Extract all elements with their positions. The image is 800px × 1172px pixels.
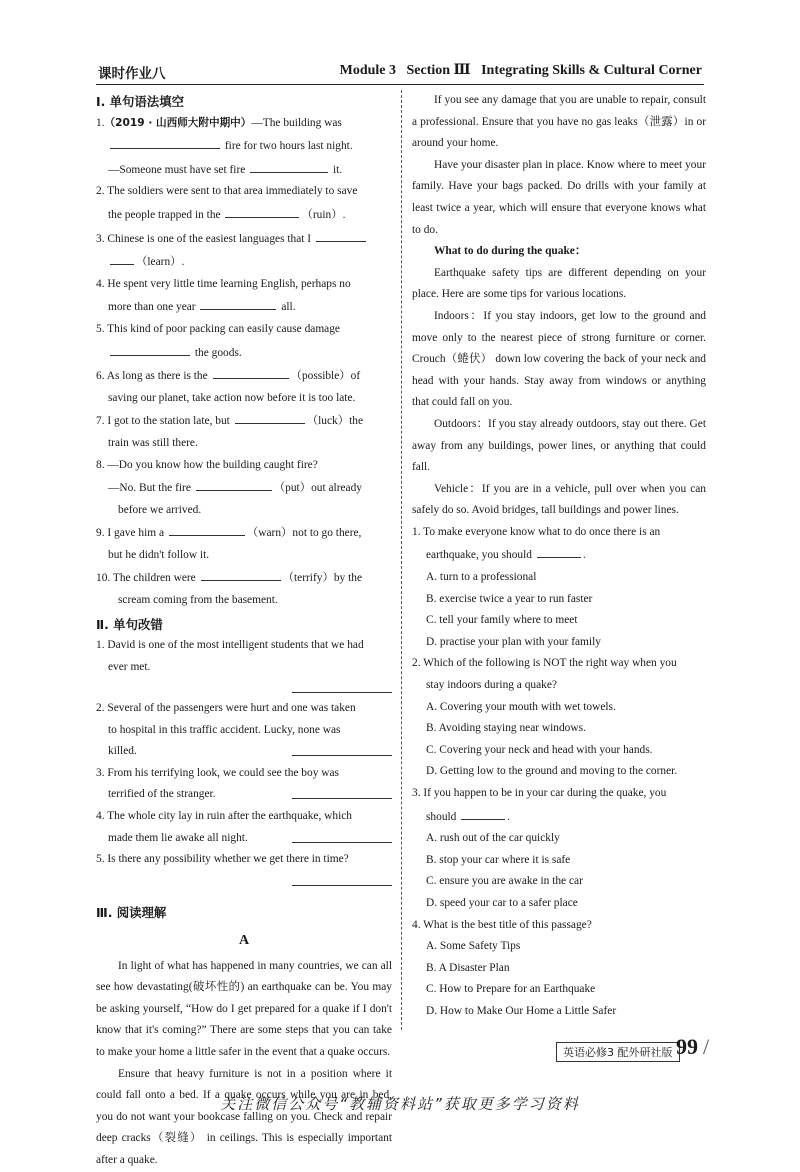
passage-paragraph-indoors: Indoors：If you stay indoors, get low to the ground and move only to the nearest piece of strong furniture or corner. Crouch（蜷伏） down low covering the back of your neck and head with your hands. Stay away from windows or anything that could fall on you. — [412, 309, 706, 409]
answer-line[interactable] — [292, 741, 392, 756]
passage-paragraph-5: Earthquake safety tips are different depending on your place. Here are some tips for various locations. — [412, 266, 706, 301]
option-d[interactable]: D. speed your car to a safer place — [426, 896, 578, 909]
grammar-question-2: 2. The soldiers were sent to that area immediately to save the people trapped in the （ruin）. — [96, 185, 358, 221]
option-d[interactable]: D. practise your plan with your family — [426, 635, 601, 648]
option-a[interactable]: A. Some Safety Tips — [426, 940, 521, 953]
option-d[interactable]: D. How to Make Our Home a Little Safer — [426, 1004, 617, 1017]
grammar-question-3: 3. Chinese is one of the easiest languages that I （learn）. — [96, 227, 392, 274]
passage-paragraph-outdoors: Outdoors：If you stay already outdoors, stay out there. Get away from any buildings, power lines, or anything that could fall. — [412, 417, 706, 474]
option-c[interactable]: C. Covering your neck and head with your hands. — [426, 743, 653, 756]
answer-line[interactable] — [292, 828, 392, 843]
passage-paragraph-1: In light of what has happened in many countries, we can all see how devastating(破坏性的) an earthquake can be. You may be asking yourself, “How do I get prepared for a quake if I don't know that it's coming?” There are some steps that you can take to make your home a little safer in the event that a quake occurs. — [96, 959, 392, 1058]
module-section-title: Module 3 Section Ⅲ Integrating Skills & Cultural Corner — [339, 63, 702, 78]
option-c[interactable]: C. tell your family where to meet — [426, 614, 578, 627]
page-number: 99 — [676, 1034, 698, 1059]
correction-question-4: 4. The whole city lay in ruin after the earthquake, which made them lie awake all night. — [96, 806, 392, 849]
answer-blank[interactable] — [200, 295, 276, 310]
passage-label: A — [238, 932, 250, 948]
grammar-question-7: 7. I got to the station late, but （luck）the train was still there. — [96, 409, 392, 454]
option-c[interactable]: C. ensure you are awake in the car — [426, 875, 583, 888]
passage-paragraph-2: Ensure that heavy furniture is not in a position where it could fall onto a bed. If a quake occurs while you are in bed, you do not want your bookcase falling on you. Check and repair deep cracks（裂缝） in ceilings. This is especially important after a quake. — [96, 1067, 392, 1166]
grammar-question-4: 4. He spent very little time learning English, perhaps no more than one year all. — [96, 277, 351, 314]
answer-blank[interactable] — [196, 476, 272, 491]
grammar-question-10: 10. The children were （terrify）by the scream coming from the basement. — [96, 566, 392, 611]
correction-question-1: 1. David is one of the most intelligent students that we had ever met. — [96, 635, 392, 702]
grammar-question-1: 1.（2019 · 山西师大附中期中）—The building was fire for two hours last night. —Someone must have set fire it. — [96, 116, 353, 176]
reading-question-4: 4. What is the best title of this passage? — [412, 918, 592, 931]
grammar-question-9: 9. I gave him a （warn）not to go there, but he didn't follow it. — [96, 521, 392, 566]
answer-blank[interactable] — [169, 521, 245, 536]
option-b[interactable]: B. Avoiding staying near windows. — [426, 722, 586, 735]
section-grammar-fill-title: Ⅰ. 单句语法填空 — [96, 94, 184, 109]
section-error-correction-title: Ⅱ. 单句改错 — [96, 616, 163, 632]
answer-blank[interactable] — [110, 134, 220, 149]
answer-blank[interactable] — [110, 341, 190, 356]
lesson-title: 课时作业八 — [98, 66, 166, 82]
grammar-question-8: 8. —Do you know how the building caught fire? —No. But the fire （put）out already before we arrived. — [96, 458, 363, 516]
answer-blank[interactable] — [213, 364, 289, 379]
watermark-text: 关注微信公众号“教辅资料站”获取更多学习资料 — [220, 1095, 580, 1113]
right-column — [412, 90, 706, 1023]
column-divider — [401, 90, 402, 1030]
option-a[interactable]: A. rush out of the car quickly — [426, 832, 560, 845]
book-edition-tag: 英语必修3 配外研社版 — [556, 1042, 680, 1062]
answer-line[interactable] — [292, 784, 392, 799]
header-rule — [96, 84, 704, 85]
answer-blank[interactable] — [235, 409, 305, 424]
passage-paragraph-vehicle: Vehicle：If you are in a vehicle, pull over when you can safely do so. Avoid bridges, tall buildings and power lines. — [412, 482, 706, 517]
correction-question-5: 5. Is there any possibility whether we get there in time? — [96, 849, 392, 894]
correction-question-2: 2. Several of the passengers were hurt and one was taken to hospital in this traffic accident. Lucky, none was killed. — [96, 698, 392, 763]
answer-blank[interactable] — [316, 227, 366, 242]
answer-blank[interactable] — [225, 203, 299, 218]
passage-paragraph-3: If you see any damage that you are unable to repair, consult a professional. Ensure that you have no gas leaks（泄露）in or around your home. — [412, 94, 706, 150]
answer-blank[interactable] — [537, 543, 581, 558]
reading-question-2: 2. Which of the following is NOT the right way when you stay indoors during a quake? — [412, 657, 677, 692]
reading-question-3: 3. If you happen to be in your car during the quake, you should . — [412, 787, 667, 823]
option-b[interactable]: B. A Disaster Plan — [426, 961, 510, 974]
option-b[interactable]: B. exercise twice a year to run faster — [426, 592, 593, 605]
grammar-question-5: 5. This kind of poor packing can easily cause damage the goods. — [96, 322, 340, 359]
option-b[interactable]: B. stop your car where it is safe — [426, 853, 571, 866]
correction-question-3: 3. From his terrifying look, we could see the boy was terrified of the stranger. — [96, 763, 392, 806]
option-c[interactable]: C. How to Prepare for an Earthquake — [426, 983, 596, 996]
option-a[interactable]: A. Covering your mouth with wet towels. — [426, 700, 616, 713]
passage-paragraph-4: Have your disaster plan in place. Know where to meet your family. Have your bags packed. Do drills with your family at least twice a year, which will ensure that everyone knows what to do. — [412, 158, 706, 236]
option-a[interactable]: A. turn to a professional — [426, 571, 537, 584]
answer-blank[interactable] — [461, 805, 505, 820]
answer-blank[interactable] — [110, 250, 134, 265]
grammar-question-6: 6. As long as there is the （possible）of saving our planet, take action now before it is too late. — [96, 364, 392, 409]
answer-blank[interactable] — [250, 158, 328, 173]
answer-line[interactable] — [292, 871, 392, 886]
option-d[interactable]: D. Getting low to the ground and moving to the corner. — [426, 765, 678, 778]
left-column — [96, 90, 392, 1172]
page-slash-decoration: / — [703, 1034, 710, 1059]
answer-blank[interactable] — [201, 566, 281, 581]
section-reading-title: Ⅲ. 阅读理解 — [96, 905, 167, 921]
reading-question-1: 1. To make everyone know what to do once there is an earthquake, you should . — [412, 525, 661, 562]
answer-line[interactable] — [292, 678, 392, 693]
passage-subheading: What to do during the quake： — [434, 245, 587, 258]
